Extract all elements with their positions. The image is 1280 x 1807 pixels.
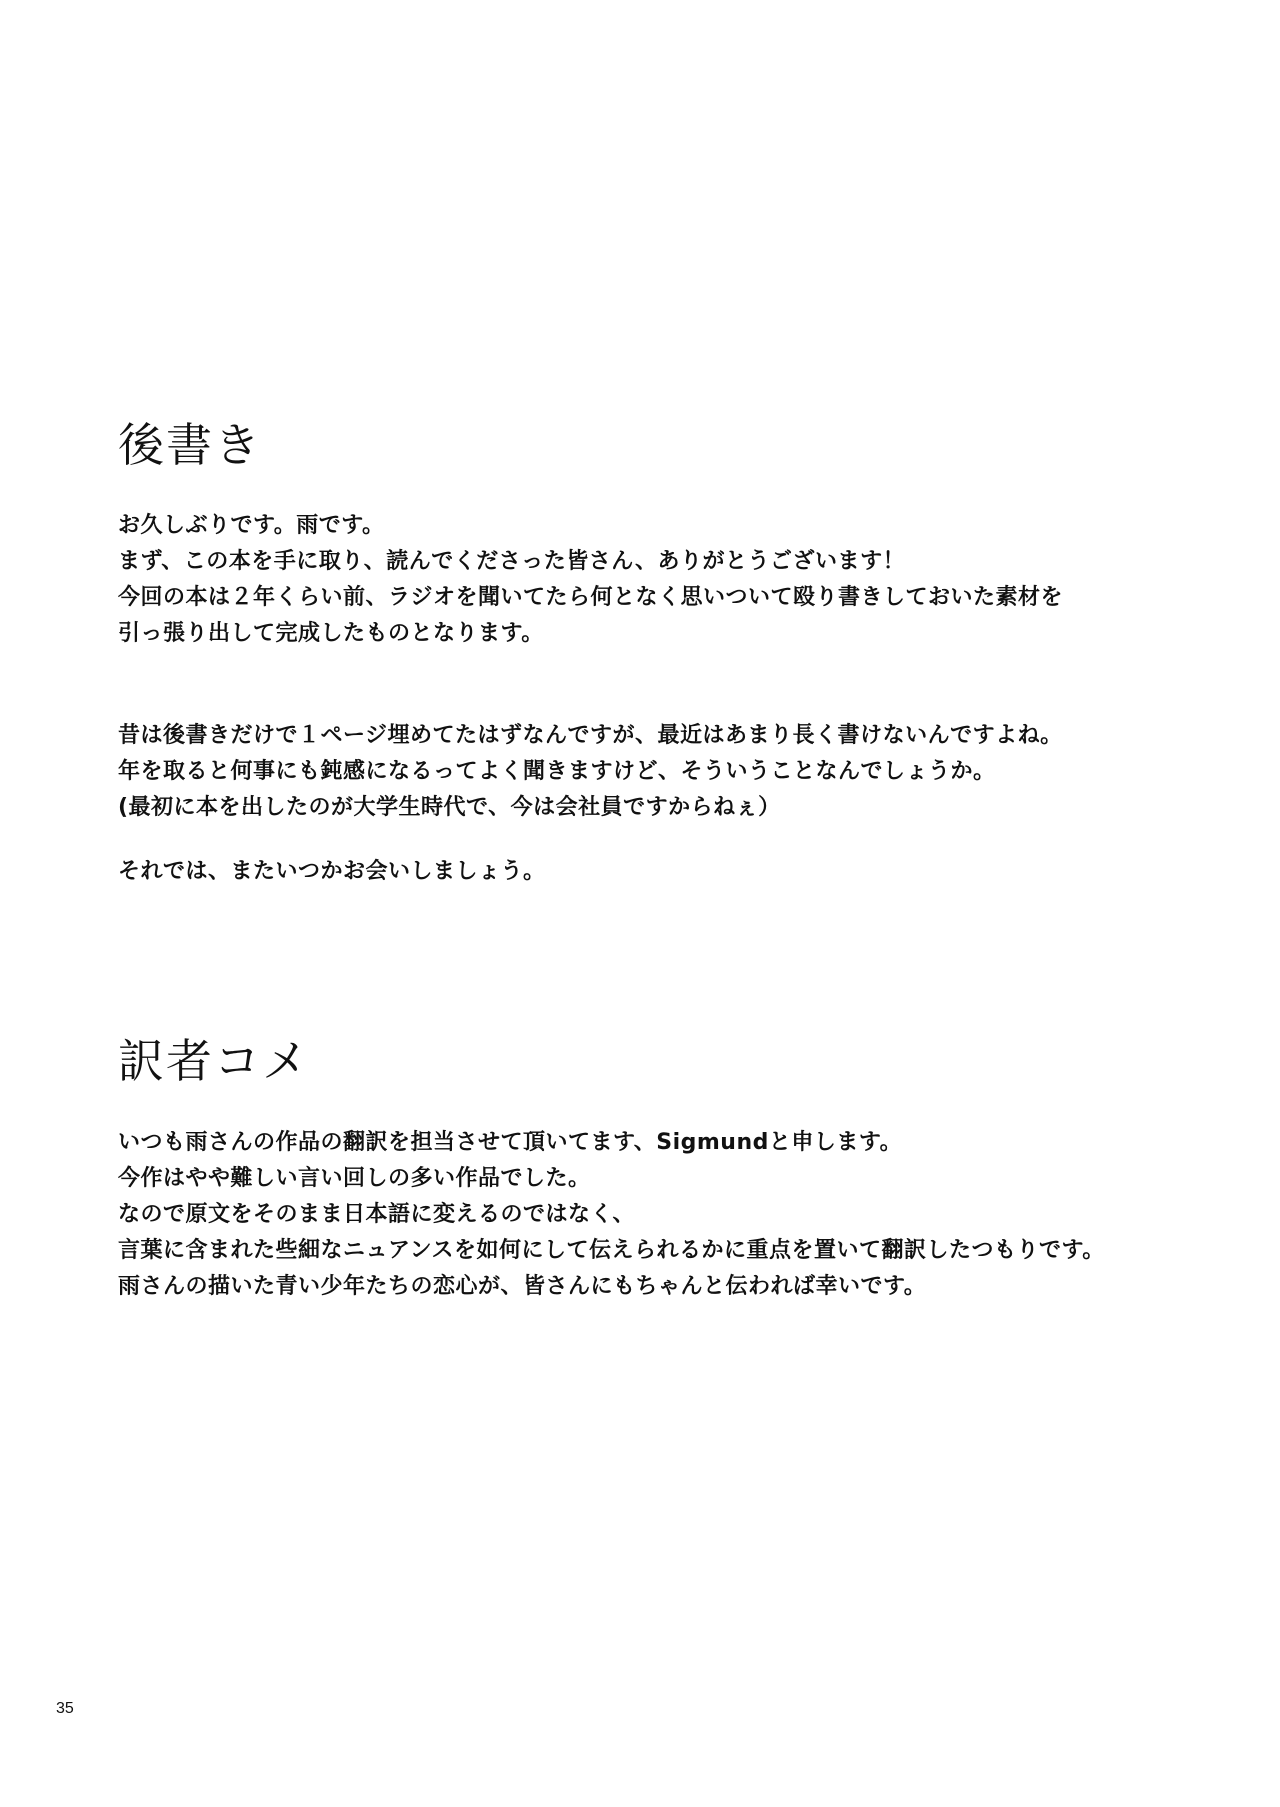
text-line: 言葉に含まれた些細なニュアンスを如何にして伝えられるかに重点を置いて翻訳したつもりです。 xyxy=(118,1238,1105,1263)
text-line: 年を取ると何事にも鈍感になるってよく聞きますけど、そういうことなんでしょうか。 xyxy=(118,759,996,784)
afterword-paragraph-1 xyxy=(118,508,1220,652)
text-line: いつも雨さんの作品の翻訳を担当させて頂いてます、Sigmundと申します。 xyxy=(118,1130,903,1155)
afterword-paragraph-2 xyxy=(118,718,1220,826)
text-line: お久しぶりです。雨です。 xyxy=(118,513,385,538)
text-line: 今作はやや難しい言い回しの多い作品でした。 xyxy=(118,1166,591,1191)
translator-comment-paragraph xyxy=(118,1125,1220,1305)
text-line: まず、この本を手に取り、読んでくださった皆さん、ありがとうございます！ xyxy=(118,549,906,574)
text-line: 引っ張り出して完成したものとなります。 xyxy=(118,621,544,646)
text-line: 今回の本は２年くらい前、ラジオを聞いてたら何となく思いついて殴り書きしておいた素材を xyxy=(118,585,1064,610)
afterword-heading: 後書き xyxy=(118,418,262,472)
text-line: 雨さんの描いた青い少年たちの恋心が、皆さんにもちゃんと伝われば幸いです。 xyxy=(118,1274,927,1299)
afterword-paragraph-3 xyxy=(118,854,1220,890)
text-line: なので原文をそのまま日本語に変えるのではなく、 xyxy=(118,1202,636,1227)
text-line: 昔は後書きだけで１ページ埋めてたはずなんですが、最近はあまり長く書けないんですよね。 xyxy=(118,723,1063,748)
text-line: それでは、またいつかお会いしましょう。 xyxy=(118,859,546,884)
text-line: (最初に本を出したのが大学生時代で、今は会社員ですからねぇ） xyxy=(118,795,781,820)
page-number: 35 xyxy=(56,1700,74,1717)
translator-comment-heading: 訳者コメ xyxy=(118,1034,310,1088)
